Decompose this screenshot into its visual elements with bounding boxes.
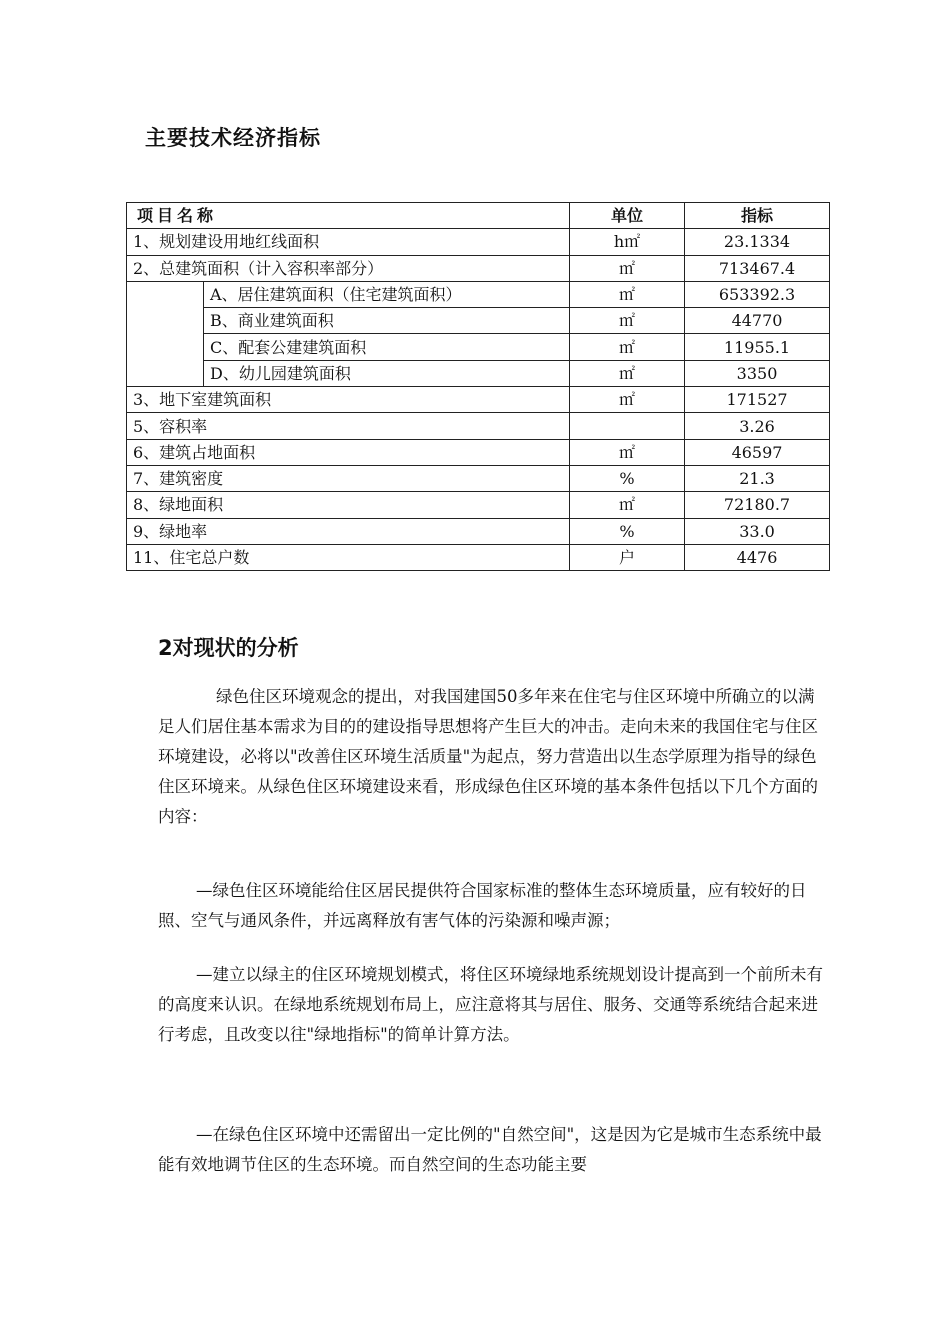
table-row xyxy=(127,439,830,465)
row-name: 7、建筑密度 xyxy=(127,465,570,491)
row-value: 11955.1 xyxy=(685,334,830,360)
row-name: 8、绿地面积 xyxy=(127,492,570,518)
row-unit: ㎡ xyxy=(570,492,685,518)
row-unit: 户 xyxy=(570,544,685,570)
row-value: 4476 xyxy=(685,544,830,570)
section-title-analysis: 2对现状的分析 xyxy=(158,636,299,660)
header-value: 指标 xyxy=(685,203,830,229)
row-unit: ㎡ xyxy=(570,360,685,386)
row-unit: ㎡ xyxy=(570,387,685,413)
indicators-table xyxy=(126,202,830,571)
body-paragraph: 绿色住区环境观念的提出，对我国建国50多年来在住宅与住区环境中所确立的以满足人们居住基本需求为目的的建设指导思想将产生巨大的冲击。走向未来的我国住宅与住区环境建设，必将以"改善住区环境生活质量"为起点，努力营造出以生态学原理为指导的绿色住区环境来。从绿色住区环境建设来看，形成绿色住区环境的基本条件包括以下几个方面的内容： xyxy=(158,687,818,826)
row-name: 5、容积率 xyxy=(127,413,570,439)
row-name: 2、总建筑面积（计入容积率部分） xyxy=(127,255,570,281)
row-value: 171527 xyxy=(685,387,830,413)
row-name: B、商业建筑面积 xyxy=(204,308,570,334)
row-unit xyxy=(570,413,685,439)
row-unit: % xyxy=(570,465,685,491)
row-value: 33.0 xyxy=(685,518,830,544)
table-row xyxy=(127,334,830,360)
row-name: D、幼儿园建筑面积 xyxy=(204,360,570,386)
row-name: 1、规划建设用地红线面积 xyxy=(127,229,570,255)
row-value: 21.3 xyxy=(685,465,830,491)
row-name: A、居住建筑面积（住宅建筑面积） xyxy=(204,281,570,307)
row-value: 713467.4 xyxy=(685,255,830,281)
body-paragraph: —建立以绿主的住区环境规划模式，将住区环境绿地系统规划设计提高到一个前所未有的高度来认识。在绿地系统规划布局上，应注意将其与居住、服务、交通等系统结合起来进行考虑，且改变以往"绿地指标"的简单计算方法。 xyxy=(158,965,823,1044)
merged-empty-cell xyxy=(127,281,204,386)
table-row xyxy=(127,413,830,439)
header-item-name: 项目名称 xyxy=(127,203,570,229)
row-name: 6、建筑占地面积 xyxy=(127,439,570,465)
table-row xyxy=(127,281,830,307)
row-unit: h㎡ xyxy=(570,229,685,255)
row-value: 46597 xyxy=(685,439,830,465)
row-unit: ㎡ xyxy=(570,439,685,465)
table-row xyxy=(127,492,830,518)
row-value: 72180.7 xyxy=(685,492,830,518)
row-value: 3350 xyxy=(685,360,830,386)
row-unit: ㎡ xyxy=(570,308,685,334)
section-title-indicators: 主要技术经济指标 xyxy=(145,126,321,150)
table-row xyxy=(127,308,830,334)
row-name: 9、绿地率 xyxy=(127,518,570,544)
table-row xyxy=(127,360,830,386)
row-value: 653392.3 xyxy=(685,281,830,307)
table-header-row xyxy=(127,203,830,229)
table-row xyxy=(127,255,830,281)
row-value: 3.26 xyxy=(685,413,830,439)
body-paragraph: —绿色住区环境能给住区居民提供符合国家标准的整体生态环境质量，应有较好的日照、空气与通风条件，并远离释放有害气体的污染源和噪声源； xyxy=(158,881,807,930)
row-unit: ㎡ xyxy=(570,334,685,360)
row-value: 23.1334 xyxy=(685,229,830,255)
row-name: 3、地下室建筑面积 xyxy=(127,387,570,413)
table-row xyxy=(127,465,830,491)
table-row xyxy=(127,229,830,255)
row-name: 11、住宅总户数 xyxy=(127,544,570,570)
row-unit: % xyxy=(570,518,685,544)
header-unit: 单位 xyxy=(570,203,685,229)
table-row xyxy=(127,544,830,570)
row-unit: ㎡ xyxy=(570,255,685,281)
body-paragraph: —在绿色住区环境中还需留出一定比例的"自然空间"，这是因为它是城市生态系统中最能有效地调节住区的生态环境。而自然空间的生态功能主要 xyxy=(158,1125,822,1174)
table-row xyxy=(127,387,830,413)
table-row xyxy=(127,518,830,544)
row-unit: ㎡ xyxy=(570,281,685,307)
row-value: 44770 xyxy=(685,308,830,334)
row-name: C、配套公建建筑面积 xyxy=(204,334,570,360)
